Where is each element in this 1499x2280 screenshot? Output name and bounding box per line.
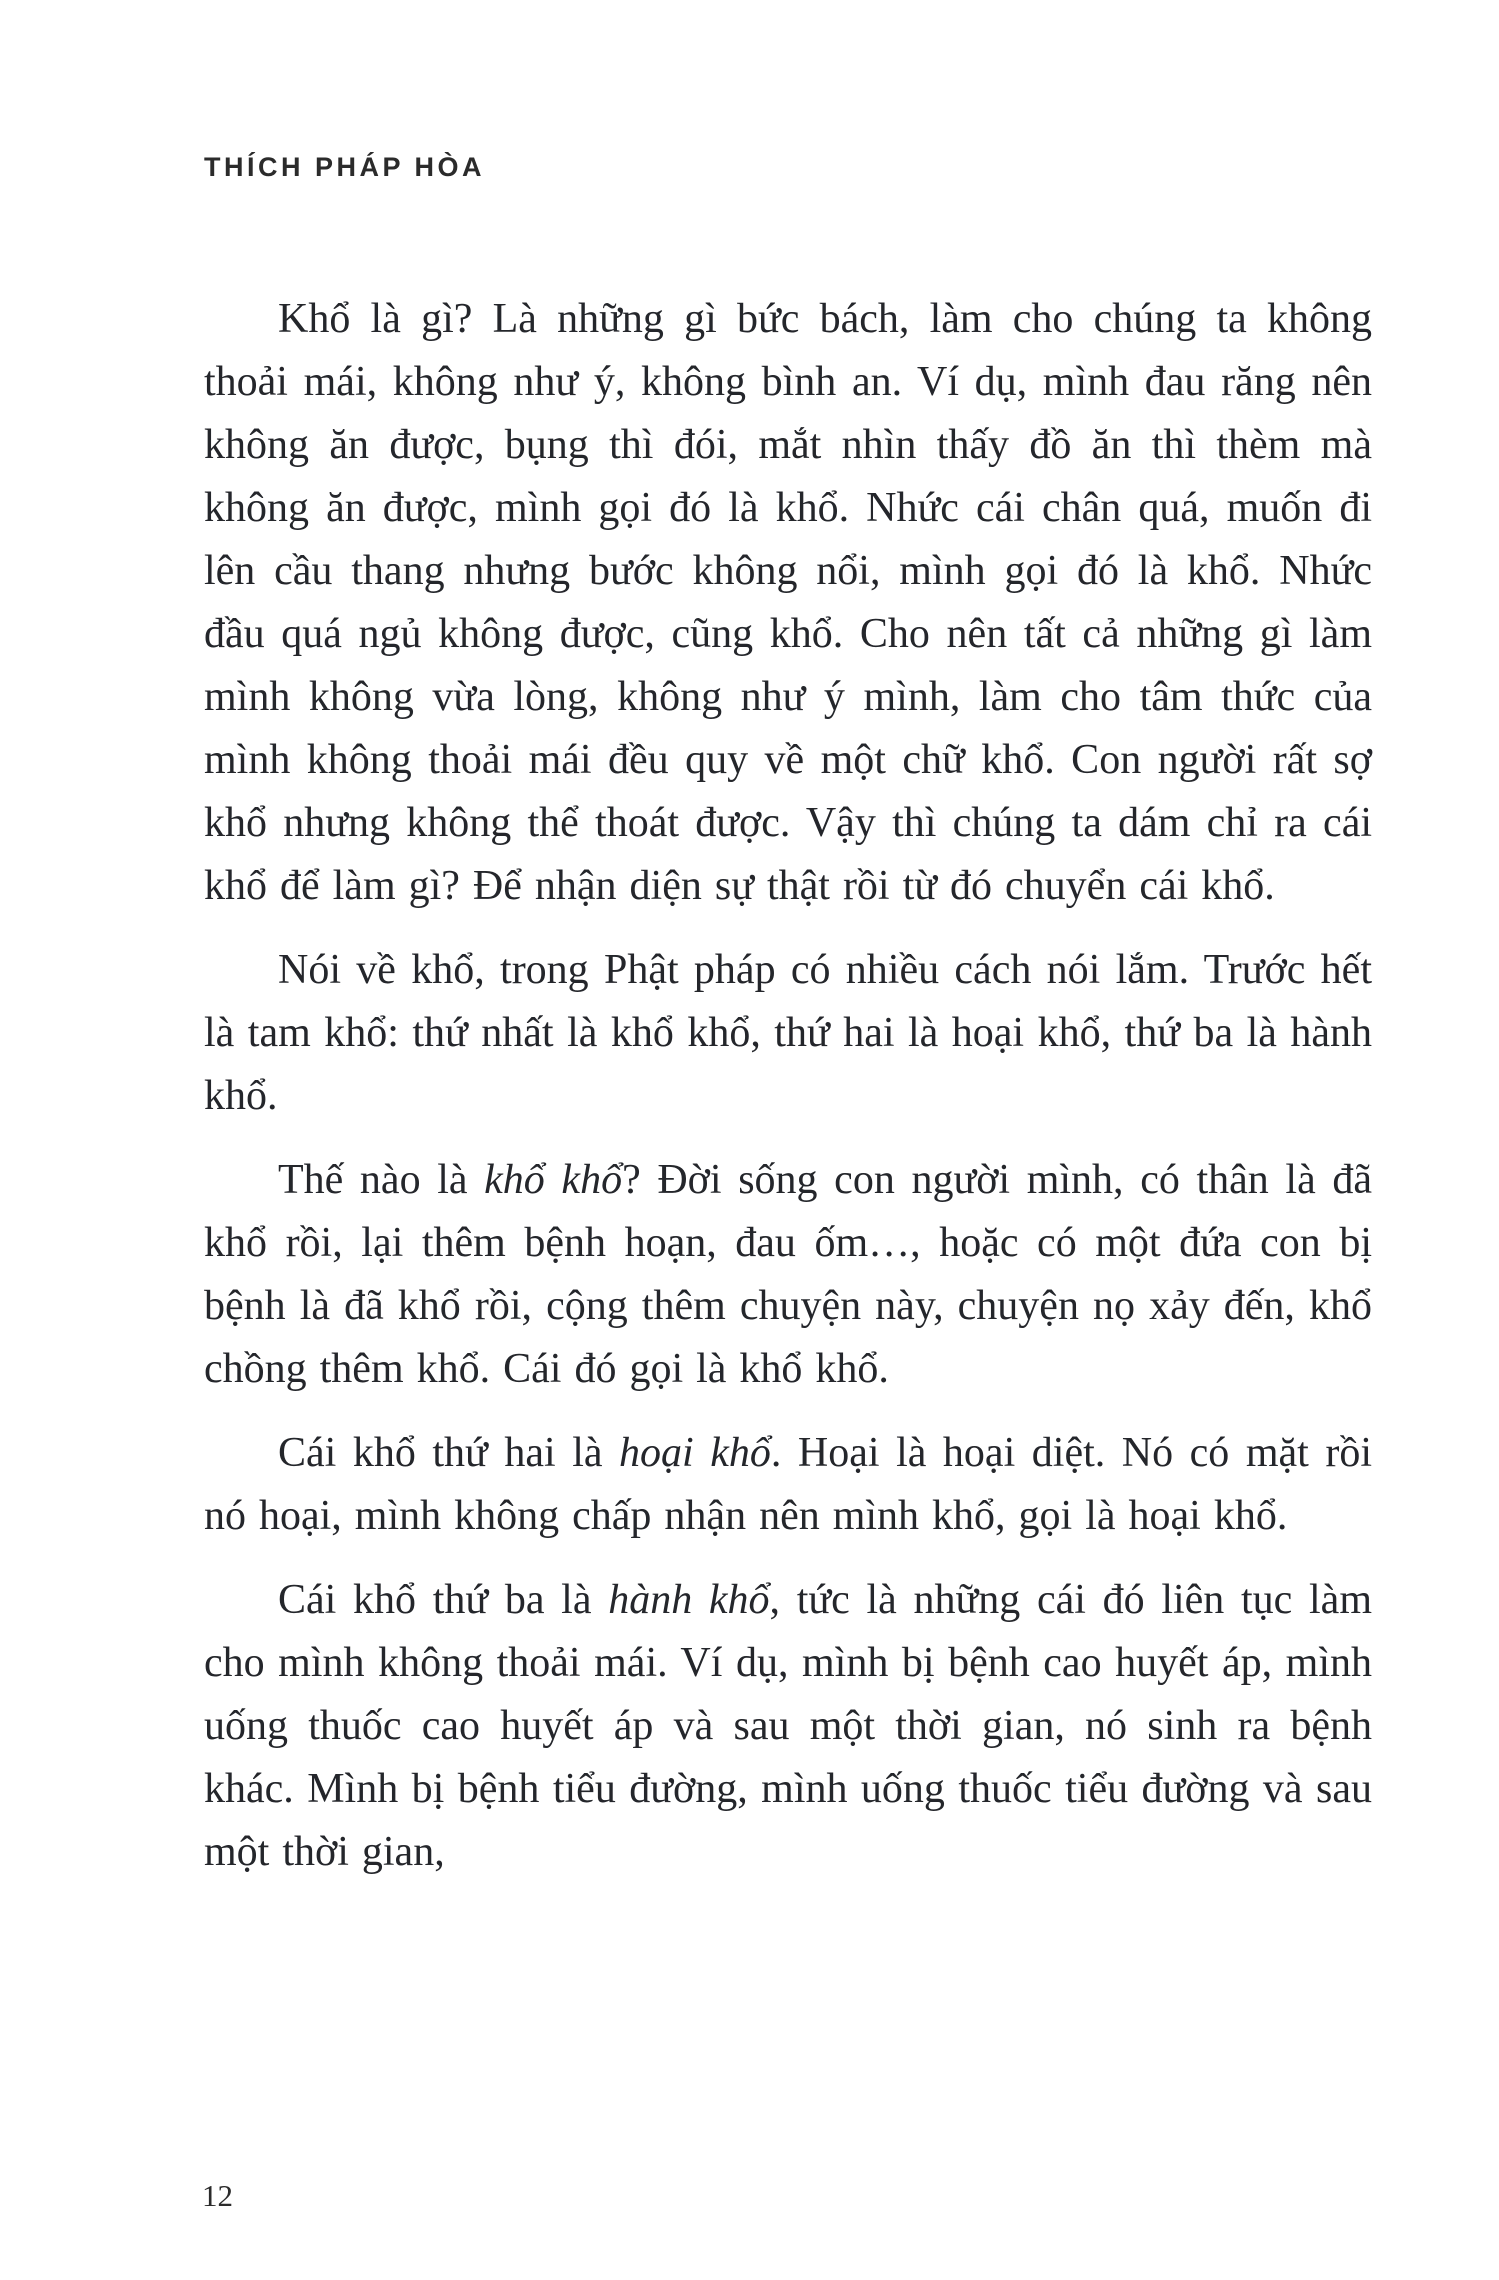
paragraph — [204, 1149, 1372, 1401]
italic-term: khổ khổ — [484, 1157, 623, 1203]
paragraph — [204, 1569, 1372, 1884]
text-block — [204, 288, 1372, 1905]
text-run: Thế nào là — [278, 1157, 485, 1203]
paragraph — [204, 1422, 1372, 1548]
text-run: ? Đời sống con người mình, có thân là đã khổ rồi, lại thêm bệnh hoạn, đau ốm…, hoặc có một đứa con bị bệnh là đã khổ rồi, cộng thêm chuyện này, chuyện nọ xảy đến, khổ chồng thêm khổ. Cái đó gọi là khổ khổ. — [204, 1157, 1372, 1392]
text-run: Cái khổ thứ hai là — [278, 1430, 620, 1476]
paragraph — [204, 288, 1372, 918]
running-header: THÍCH PHÁP HÒA — [204, 152, 486, 182]
text-run: Nói về khổ, trong Phật pháp có nhiều cách nói lắm. Trước hết là tam khổ: thứ nhất là khổ khổ, thứ hai là hoại khổ, thứ ba là hành khổ. — [204, 947, 1372, 1119]
text-run: Cái khổ thứ ba là — [278, 1577, 609, 1623]
text-run: , tức là những cái đó liên tục làm cho mình không thoải mái. Ví dụ, mình bị bệnh cao huyết áp, mình uống thuốc cao huyết áp và sau một thời gian, nó sinh ra bệnh khác. Mình bị bệnh tiểu đường, mình uống thuốc tiểu đường và sau một thời gian, — [204, 1577, 1372, 1875]
italic-term: hoại khổ — [619, 1430, 771, 1476]
italic-term: hành khổ — [608, 1577, 770, 1623]
text-run: Khổ là gì? Là những gì bức bách, làm cho chúng ta không thoải mái, không như ý, không bình an. Ví dụ, mình đau răng nên không ăn được, bụng thì đói, mắt nhìn thấy đồ ăn thì thèm mà không ăn được, mình gọi đó là khổ. Nhức cái chân quá, muốn đi lên cầu thang nhưng bước không nổi, mình gọi đó là khổ. Nhức đầu quá ngủ không được, cũng khổ. Cho nên tất cả những gì làm mình không vừa lòng, không như ý mình, làm cho tâm thức của mình không thoải mái đều quy về một chữ khổ. Con người rất sợ khổ nhưng không thể thoát được. Vậy thì chúng ta dám chỉ ra cái khổ để làm gì? Để nhận diện sự thật rồi từ đó chuyển cái khổ. — [204, 296, 1372, 909]
page-number: 12 — [202, 2178, 233, 2213]
paragraph — [204, 939, 1372, 1128]
text-run: . Hoại là hoại diệt. Nó có mặt rồi nó hoại, mình không chấp nhận nên mình khổ, gọi là hoại khổ. — [204, 1430, 1372, 1539]
